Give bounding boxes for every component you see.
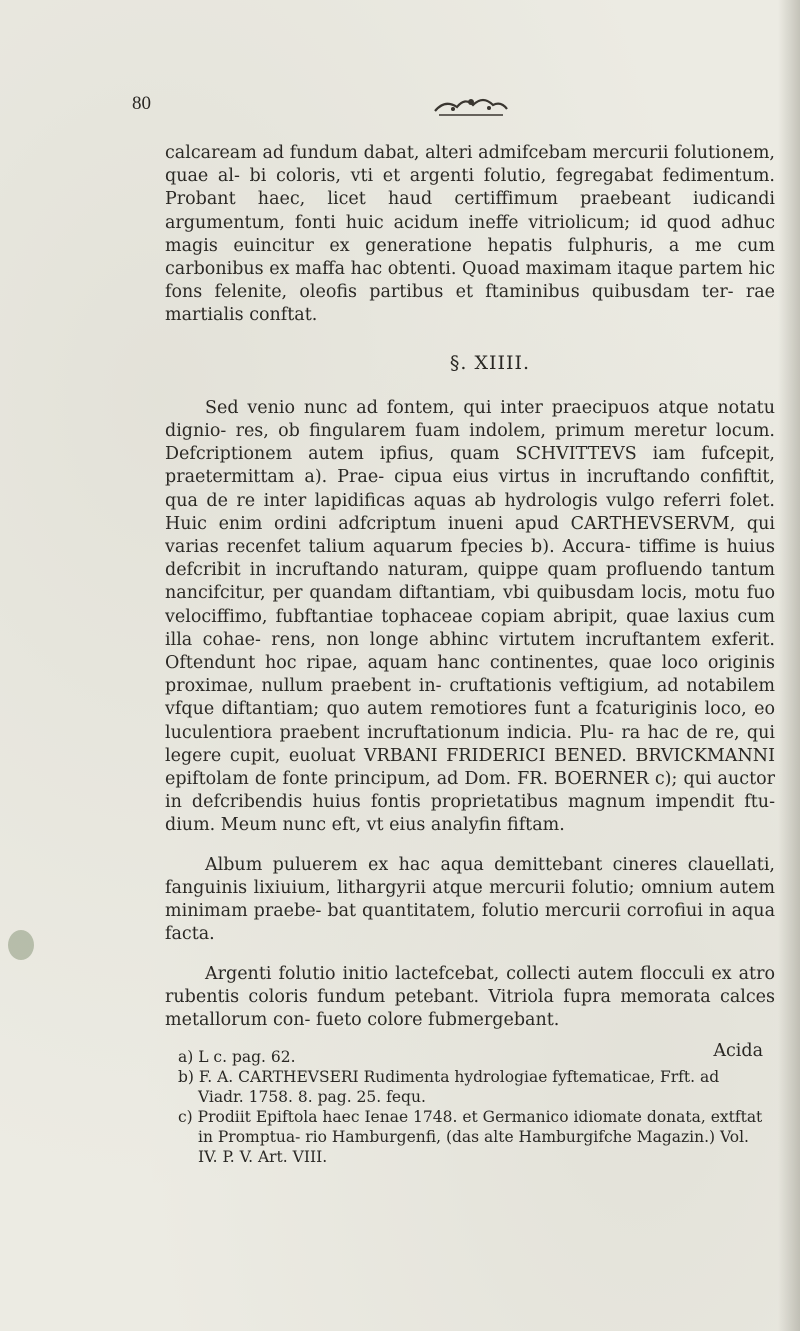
footnote-a: a) L c. pag. 62.: [178, 1048, 296, 1066]
page-number: 80: [132, 93, 151, 114]
section-heading: §. XIIII.: [449, 351, 531, 374]
paragraph-4: Argenti folutio initio lactefcebat, collecti autem flocculi ex atro rubentis coloris fundum petebant. Vitriola fupra memorata calces metallorum con- fueto colore fubmergebant.: [165, 963, 775, 1030]
ornament-icon: [431, 93, 511, 119]
footnotes: [178, 1047, 768, 1167]
paragraph-1: calcaream ad fundum dabat, alteri admifcebam mercurii folutionem, quae al- bi coloris, vti et argenti folutio, fegregabat fedimentum. Probant haec, licet haud certiffimum praebeant iudicandi argumentum, fonti huic acidum ineffe vitriolicum; id quod adhuc magis euincitur ex generatione hepatis fulphuris, a me cum carbonibus ex maffa hac obtenti. Quoad maximam itaque partem hic fons felenite, oleofis partibus et ftaminibus quibusdam ter- rae martialis conftat.: [165, 143, 775, 326]
main-text: [165, 142, 775, 1063]
paragraph-2: Sed venio nunc ad fontem, qui inter praecipuos atque notatu dignio- res, ob fingularem fuam indolem, primum meretur locum. Defcriptionem autem ipfius, quam SCHVITTEVS iam fufcepit, praetermittam a). Prae- cipua eius virtus in incruftando confiftit, qua de re inter lapidificas aquas ab hydrologis vulgo referri folet. Huic enim ordini adfcriptum inueni apud CARTHEVSERVM, qui varias recenfet talium aquarum fpecies b). Accura- tiffime is huius defcribit in incruftando naturam, quippe quam profluendo tantum nancifcitur, per quandam diftantiam, vbi quibusdam locis, motu fuo velociffimo, fubftantiae tophaceae copiam abripit, quae laxius cum illa cohae- rens, non longe abhinc virtutem incruftantem exferit. Oftendunt hoc ripae, aquam hanc continentes, quae loco originis proximae, nullum praebent in- cruftationis veftigium, ad notabilem vfque diftantiam; quo autem remotiores funt a fcaturiginis loco, eo luculentiora praebent incruftationum indicia. Plu- ra hac de re, qui legere cupit, euoluat VRBANI FRIDERICI BENED. BRVICKMANNI epiftolam de fonte principum, ad Dom. FR. BOERNER c); qui auctor in defcribendis huius fontis proprietatibus magnum impendit ftu- dium. Meum nunc eft, vt eius analyfin fiftam.: [165, 397, 775, 836]
footnote-c: c) Prodiit Epiftola haec Ienae 1748. et Germanico idiomate donata, extftat in Promptua- rio Hamburgenfi, (das alte Hamburgifche Magazin.) Vol. IV. P. V. Art. VIII.: [178, 1108, 763, 1166]
paragraph-3: Album puluerem ex hac aqua demittebant cineres clauellati, fanguinis lixiuium, lithargyrii atque mercurii folutio; omnium autem minimam praebe- bat quantitatem, folutio mercurii corrofiui in aqua facta.: [165, 854, 775, 945]
catchword: Acida: [713, 1041, 763, 1062]
page-edge-shadow: [778, 0, 800, 1331]
footnote-b: b) F. A. CARTHEVSERI Rudimenta hydrologiae fyftematicae, Frft. ad Viadr. 1758. 8. pag. 25. fequ.: [178, 1068, 720, 1106]
stain-spot: [8, 930, 34, 960]
